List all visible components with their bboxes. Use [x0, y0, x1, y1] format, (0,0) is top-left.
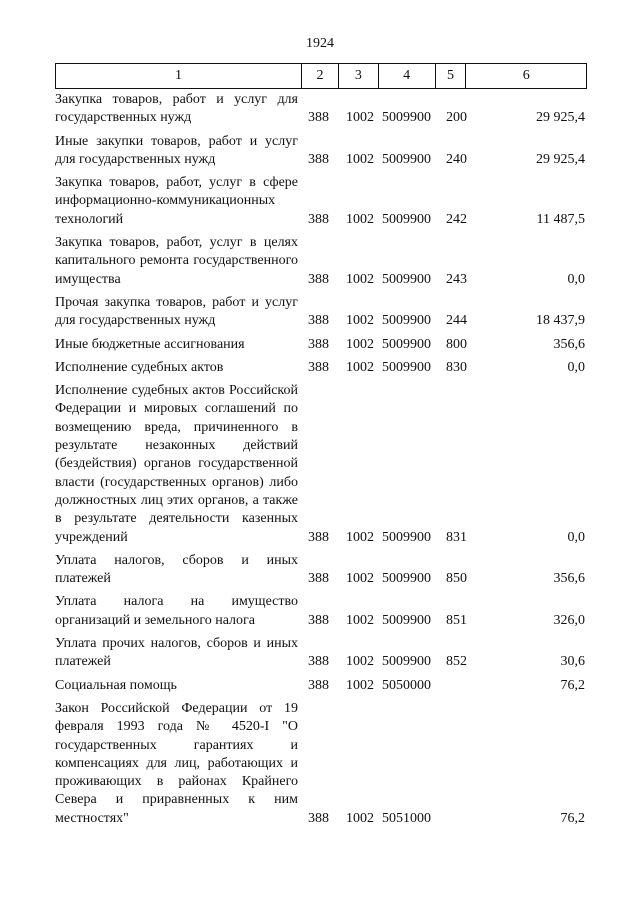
row-c4: 5009900 — [382, 571, 431, 587]
row-name: Прочая закупка товаров, работ и услуг для государственных нужд — [55, 294, 298, 329]
row-c2: 388 — [308, 313, 329, 329]
row-name: Закон Российской Федерации от 19 февраля 1993 года № 4520-I "О государственных гарантиях и компенсациях для лиц, работающих и проживающих в районах Крайнего Севера и приравненных к ним местностях" — [55, 700, 298, 826]
row-c5: 831 — [446, 529, 467, 545]
row-name: Уплата налога на имущество организаций и земельного налога — [55, 594, 298, 628]
row-c2: 388 — [308, 151, 329, 167]
row-c2: 388 — [308, 110, 329, 126]
row-c3: 1002 — [346, 612, 374, 628]
row-c4: 5009900 — [382, 271, 431, 287]
row-c3: 1002 — [346, 313, 374, 329]
table-row — [55, 700, 595, 828]
row-name: Иные бюджетные ассигнования — [55, 336, 245, 352]
row-c5: 830 — [446, 359, 467, 375]
row-c2: 388 — [308, 654, 329, 670]
row-name: Уплата прочих налогов, сборов и иных платежей — [55, 636, 298, 670]
table-row — [55, 336, 595, 354]
row-name: Исполнение судебных актов Российской Федерации и мировых соглашений по возмещению вреда, причиненного в результате незаконных действий (бездействия) органов государственной власти (государственных органов) либо должностных лиц этих органов, а также в результате деятельности казенных учреждений — [55, 383, 298, 545]
row-c3: 1002 — [346, 810, 374, 826]
table-row — [55, 552, 595, 589]
row-name: Социальная помощь — [55, 677, 177, 693]
row-c6: 0,0 — [567, 271, 585, 287]
table-row — [55, 91, 595, 128]
page-number: 1924 — [306, 36, 334, 51]
row-c2: 388 — [308, 359, 329, 375]
row-c3: 1002 — [346, 151, 374, 167]
row-c6: 326,0 — [553, 612, 585, 628]
table-row — [55, 382, 595, 547]
row-c2: 388 — [308, 612, 329, 628]
row-c5: 242 — [446, 211, 467, 227]
row-c6: 11 487,5 — [536, 211, 585, 227]
row-c6: 76,2 — [560, 810, 585, 826]
row-c3: 1002 — [346, 529, 374, 545]
table-row — [55, 677, 595, 695]
row-name: Закупка товаров, работ, услуг в сфере информационно-коммуникационных технологий — [55, 175, 298, 227]
row-c5: 200 — [446, 110, 467, 126]
row-name: Уплата налогов, сборов и иных платежей — [55, 552, 298, 587]
header-col-2: 2 — [302, 64, 339, 88]
row-c2: 388 — [308, 571, 329, 587]
row-c3: 1002 — [346, 271, 374, 287]
header-col-1: 1 — [56, 64, 302, 88]
row-name: Закупка товаров, работ, услуг в целях капитального ремонта государственного имущества — [55, 235, 298, 287]
row-c2: 388 — [308, 810, 329, 826]
row-c4: 5009900 — [382, 211, 431, 227]
row-c5: 243 — [446, 271, 467, 287]
table-row — [55, 593, 595, 630]
row-c3: 1002 — [346, 677, 374, 693]
row-name: Закупка товаров, работ и услуг для государственных нужд — [55, 92, 298, 126]
row-c3: 1002 — [346, 211, 374, 227]
row-name: Исполнение судебных актов — [55, 359, 224, 375]
row-c4: 5009900 — [382, 654, 431, 670]
row-c6: 356,6 — [553, 571, 585, 587]
header-col-4: 4 — [379, 64, 436, 88]
row-c5: 850 — [446, 571, 467, 587]
row-c6: 29 925,4 — [536, 110, 585, 126]
row-c3: 1002 — [346, 571, 374, 587]
row-c2: 388 — [308, 271, 329, 287]
row-c4: 5009900 — [382, 529, 431, 545]
row-c5: 851 — [446, 612, 467, 628]
row-c6: 29 925,4 — [536, 151, 585, 167]
row-name: Иные закупки товаров, работ и услуг для государственных нужд — [55, 133, 298, 167]
row-c2: 388 — [308, 336, 329, 352]
row-c2: 388 — [308, 211, 329, 227]
table-row — [55, 359, 595, 377]
header-col-5: 5 — [436, 64, 467, 88]
row-c5: 240 — [446, 151, 467, 167]
row-c4: 5050000 — [382, 677, 431, 693]
header-col-3: 3 — [339, 64, 379, 88]
row-c2: 388 — [308, 677, 329, 693]
row-c4: 5009900 — [382, 336, 431, 352]
row-c4: 5009900 — [382, 313, 431, 329]
row-c5: 800 — [446, 336, 467, 352]
row-c4: 5051000 — [382, 810, 431, 826]
table-row — [55, 133, 595, 170]
row-c5: 244 — [446, 313, 467, 329]
row-c6: 76,2 — [560, 677, 585, 693]
row-c3: 1002 — [346, 336, 374, 352]
row-c3: 1002 — [346, 654, 374, 670]
row-c6: 0,0 — [567, 529, 585, 545]
row-c2: 388 — [308, 529, 329, 545]
table-row — [55, 234, 595, 289]
row-c3: 1002 — [346, 359, 374, 375]
row-c4: 5009900 — [382, 110, 431, 126]
row-c4: 5009900 — [382, 359, 431, 375]
row-c6: 18 437,9 — [536, 313, 585, 329]
table-row — [55, 635, 595, 672]
row-c5: 852 — [446, 654, 467, 670]
row-c6: 30,6 — [560, 654, 585, 670]
header-col-6: 6 — [522, 68, 530, 83]
table-row — [55, 294, 595, 331]
row-c4: 5009900 — [382, 151, 431, 167]
row-c4: 5009900 — [382, 612, 431, 628]
table-body — [55, 91, 595, 833]
table-header — [55, 63, 587, 89]
row-c6: 356,6 — [553, 336, 585, 352]
row-c6: 0,0 — [567, 359, 585, 375]
table-row — [55, 174, 595, 229]
row-c3: 1002 — [346, 110, 374, 126]
